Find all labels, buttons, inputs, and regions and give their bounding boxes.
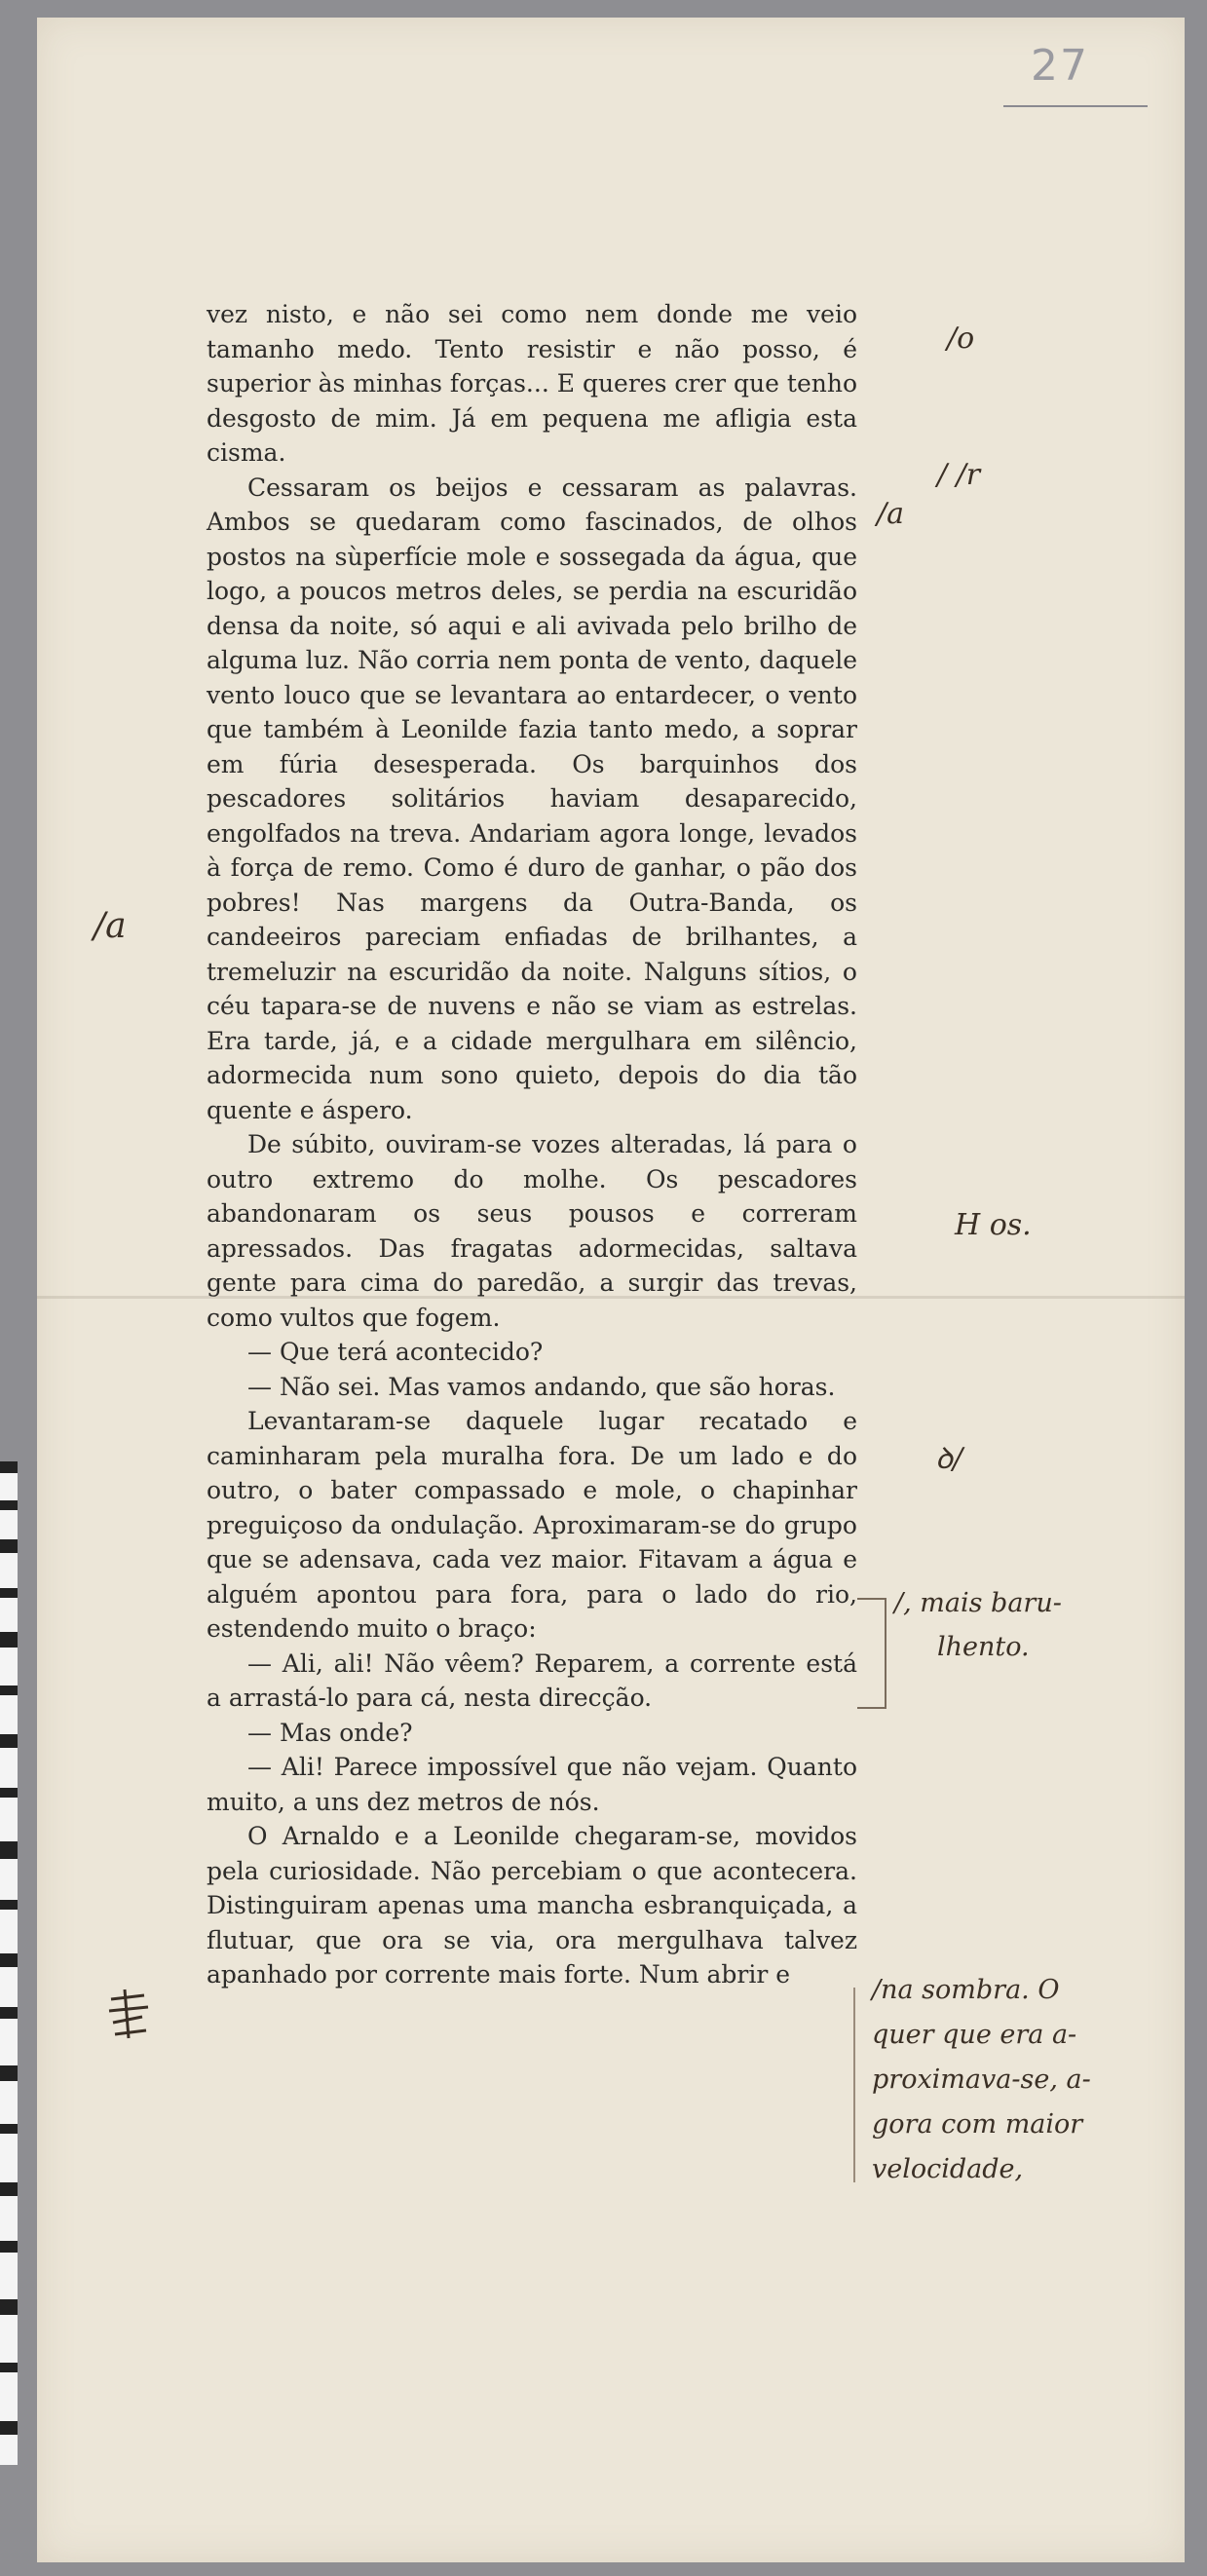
margin-note-5: ꝺ/ xyxy=(935,1442,963,1476)
insert-line-1: /na sombra. O xyxy=(872,1975,1060,2005)
margin-note-6: /, mais baru- xyxy=(894,1588,1062,1618)
paragraph-5: O Arnaldo e a Leonilde chegaram-se, movidos pela curiosidade. Não percebiam o que acontecera. Distinguiram apenas uma mancha esbranquiçada, a flutuar, que ora se via, ora mergulhava talvez apanhado por corrente mais forte. Num abrir e xyxy=(207,1822,857,1989)
dialogue-line-4: — Mas onde? xyxy=(247,1718,413,1747)
color-scale-strip xyxy=(0,1461,18,2465)
dialogue-line-3: — Ali, ali! Não vêem? Reparem, a corrente está a arrastá-lo para cá, nesta direcção. xyxy=(207,1648,857,1712)
margin-note-4: H os. xyxy=(955,1208,1032,1242)
insert-line-4: gora com maior xyxy=(872,2109,1083,2140)
page-number: 27 xyxy=(1031,41,1089,91)
body-text xyxy=(207,297,857,1992)
margin-note-7: lhento. xyxy=(937,1632,1030,1662)
insert-guide-line xyxy=(853,1988,855,2182)
page-number-underline xyxy=(1003,105,1148,107)
scribble-mark xyxy=(105,1988,154,2046)
margin-bracket xyxy=(857,1598,886,1709)
margin-note-2: / /r xyxy=(937,458,981,492)
dialogue-line-1: — Que terá acontecido? xyxy=(247,1338,544,1366)
paragraph-1: vez nisto, e não sei como nem donde me veio tamanho medo. Tento resistir e não posso, é superior às minhas forças... E queres crer que tenho desgosto de mim. Já em pequena me afligia esta cisma. xyxy=(207,300,857,467)
paragraph-3: De súbito, ouviram-se vozes alteradas, lá para o outro extremo do molhe. Os pescadores abandonaram os seus pousos e correram apressados. Das fragatas adormecidas, saltava gente para cima do paredão, a surgir das trevas, como vultos que fogem. xyxy=(207,1130,857,1332)
insert-line-2: quer que era a- xyxy=(872,2020,1077,2050)
dialogue-line-2: — Não sei. Mas vamos andando, que são horas. xyxy=(247,1372,836,1401)
paragraph-2: Cessaram os beijos e cessaram as palavras. Ambos se quedaram como fascinados, de olhos postos na sùperfície mole e sossegada da água, que logo, a poucos metros deles, se perdia na escuridão densa da noite, só aqui e ali avivada pelo brilho de alguma luz. Não corria nem ponta de vento, daquele vento louco que se levantara ao entardecer, o vento que também à Leonilde fazia tanto medo, a soprar em fúria desesperada. Os barquinhos dos pescadores solitários haviam desaparecido, engolfados na treva. Andariam agora longe, levados à força de remo. Como é duro de ganhar, o pão dos pobres! Nas margens da Outra-Banda, os candeeiros pareciam enfiadas de brilhantes, a tremeluzir na escuridão da noite. Nalguns sítios, o céu tapara-se de nuvens e não se viam as estrelas. Era tarde, já, e a cidade mergulhara em silêncio, adormecida num sono quieto, depois do dia tão quente e áspero. xyxy=(207,473,857,1124)
insert-line-3: proximava-se, a- xyxy=(872,2065,1091,2095)
margin-note-3: /a xyxy=(877,497,904,531)
insert-line-5: velocidade, xyxy=(872,2154,1024,2184)
margin-note-left: /a xyxy=(94,906,127,946)
margin-note-1: /o xyxy=(947,322,975,356)
dialogue-line-5: — Ali! Parece impossível que não vejam. Quanto muito, a uns dez metros de nós. xyxy=(207,1753,857,1816)
paragraph-4: Levantaram-se daquele lugar recatado e caminharam pela muralha fora. De um lado e do outro, o bater compassado e mole, o chapinhar preguiçoso da ondulação. Aproximaram-se do grupo que se adensava, cada vez maior. Fitavam a água e alguém apontou para fora, para o lado do rio, estendendo muito o braço: xyxy=(207,1407,857,1643)
margin-note-insert xyxy=(872,1968,1091,2192)
